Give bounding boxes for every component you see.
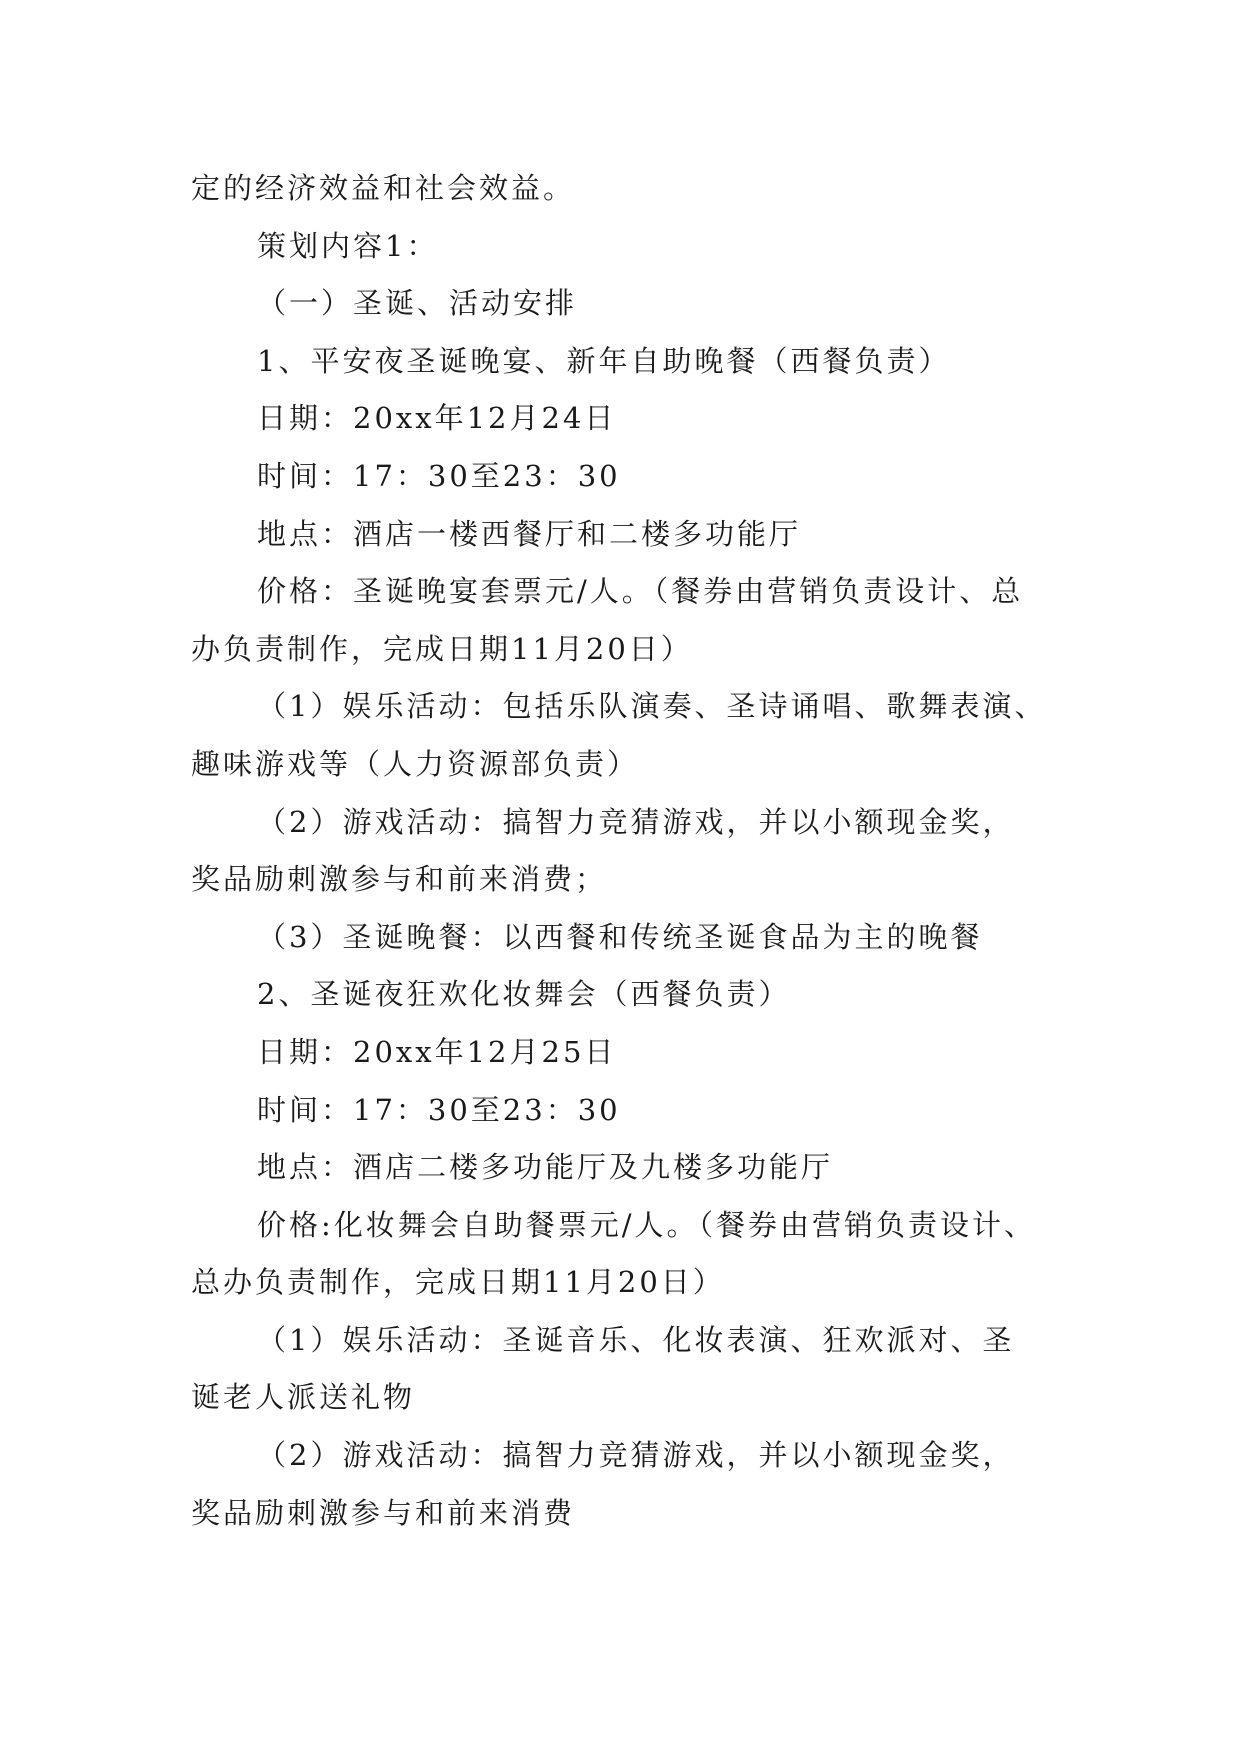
price-line: 价格：圣诞晚宴套票元/人。（餐券由营销负责设计、总 bbox=[257, 574, 1024, 609]
date-line: 日期：20xx年12月24日 bbox=[257, 401, 617, 436]
location-line: 地点：酒店一楼西餐厅和二楼多功能厅 bbox=[257, 516, 802, 551]
time-line: 时间：17：30至23：30 bbox=[257, 458, 621, 493]
activity-line: （2）游戏活动：搞智力竞猜游戏，并以小额现金奖， bbox=[257, 1438, 1015, 1473]
date-line: 日期：20xx年12月25日 bbox=[257, 1034, 617, 1069]
price-line-continued: 办负责制作，完成日期11月20日） bbox=[191, 631, 693, 666]
activity-line: （1）娱乐活动：圣诞音乐、化妆表演、狂欢派对、圣 bbox=[257, 1322, 1015, 1357]
activity-line-continued: 奖品励刺激参与和前来消费 bbox=[191, 1495, 576, 1530]
time-line: 时间：17：30至23：30 bbox=[257, 1092, 621, 1127]
activity-line: （1）娱乐活动：包括乐队演奏、圣诗诵唱、歌舞表演、 bbox=[257, 689, 1047, 724]
activity-line-continued: 趣味游戏等（人力资源部负责） bbox=[191, 746, 640, 781]
location-line: 地点：酒店二楼多功能厅及九楼多功能厅 bbox=[257, 1150, 834, 1185]
section-heading: 策划内容1： bbox=[257, 228, 439, 263]
activity-line: （3）圣诞晚餐：以西餐和传统圣诞食品为主的晚餐 bbox=[257, 919, 983, 954]
price-line-continued: 总办负责制作，完成日期11月20日） bbox=[191, 1265, 725, 1300]
price-line: 价格:化妆舞会自助餐票元/人。（餐券由营销负责设计、 bbox=[257, 1207, 1037, 1242]
body-text bbox=[191, 160, 1071, 1542]
paragraph-line: 定的经济效益和社会效益。 bbox=[191, 171, 576, 205]
subsection-heading: （一）圣诞、活动安排 bbox=[257, 286, 578, 321]
item-heading: 1、平安夜圣诞晚宴、新年自助晚餐（西餐负责） bbox=[257, 343, 951, 378]
activity-line-continued: 奖品励刺激参与和前来消费； bbox=[191, 862, 608, 897]
item-heading: 2、圣诞夜狂欢化妆舞会（西餐负责） bbox=[257, 977, 791, 1012]
activity-line: （2）游戏活动：搞智力竞猜游戏，并以小额现金奖， bbox=[257, 804, 1015, 839]
activity-line-continued: 诞老人派送礼物 bbox=[191, 1380, 416, 1415]
